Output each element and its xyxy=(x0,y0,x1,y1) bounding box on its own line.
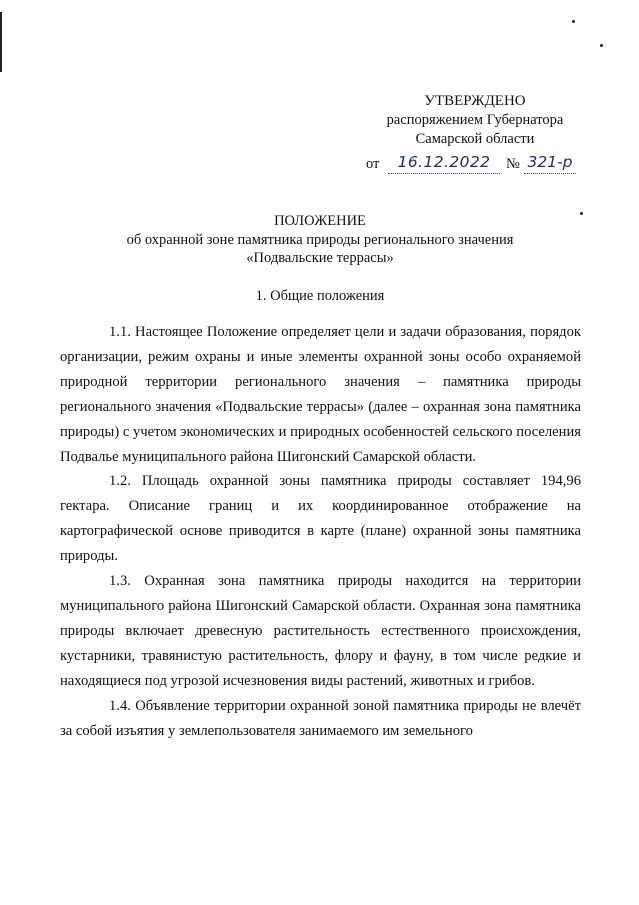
scan-speck xyxy=(600,44,603,47)
approval-block xyxy=(330,92,620,177)
scan-speck xyxy=(580,212,583,215)
handwritten-date: 16.12.2022 xyxy=(388,151,500,174)
paragraph-1-1: 1.1. Настоящее Положение определяет цели и задачи образования, порядок организации, режим охраны и иные элементы охранной зоны особо охраняемой природной территории регионального значения – памятника природы регионального значения «Подвальские террасы» (далее – охранная зона памятника природы) с учетом экономических и природных особенностей сельского поселения Подвалье муниципального района Шигонский Самарской области. xyxy=(60,324,581,465)
document-subtitle-2: «Подвальские террасы» xyxy=(246,250,394,266)
scan-edge-mark xyxy=(0,12,2,72)
approval-heading: УТВЕРЖДЕНО xyxy=(424,93,526,109)
paragraph-1-3: 1.3. Охранная зона памятника природы находится на территории муниципального района Шигонский Самарской области. Охранная зона памятника природы включает древесную растительность естественного происхождения, кустарники, травянистую растительность, флору и фауну, в том числе редкие и находящиеся под угрозой исчезновения виды растений, животных и грибов. xyxy=(60,573,581,689)
handwritten-number: 321-р xyxy=(524,151,576,174)
body-text xyxy=(60,320,581,743)
paragraph-1-4: 1.4. Объявление территории охранной зоной памятника природы не влечёт за собой изъятия у землепользователя занимаемого им земельного xyxy=(60,697,581,739)
document-subtitle-1: об охранной зоне памятника природы регионального значения xyxy=(126,231,514,248)
paragraph-1-2: 1.2. Площадь охранной зоны памятника природы составляет 194,96 гектара. Описание границ и их координированное отображение на картографической основе приводится в карте (плане) охранной зоны памятника природы. xyxy=(60,473,581,565)
section-heading: 1. Общие положения xyxy=(255,288,385,304)
approval-date-line xyxy=(330,151,620,177)
document-title: ПОЛОЖЕНИЕ xyxy=(274,213,366,229)
number-label: № xyxy=(506,156,520,172)
from-label: от xyxy=(366,156,380,172)
scan-speck xyxy=(572,20,575,23)
approval-line-2: Самарской области xyxy=(415,131,535,147)
approval-line-1: распоряжением Губернатора xyxy=(386,112,564,128)
document-title-block xyxy=(60,212,580,268)
